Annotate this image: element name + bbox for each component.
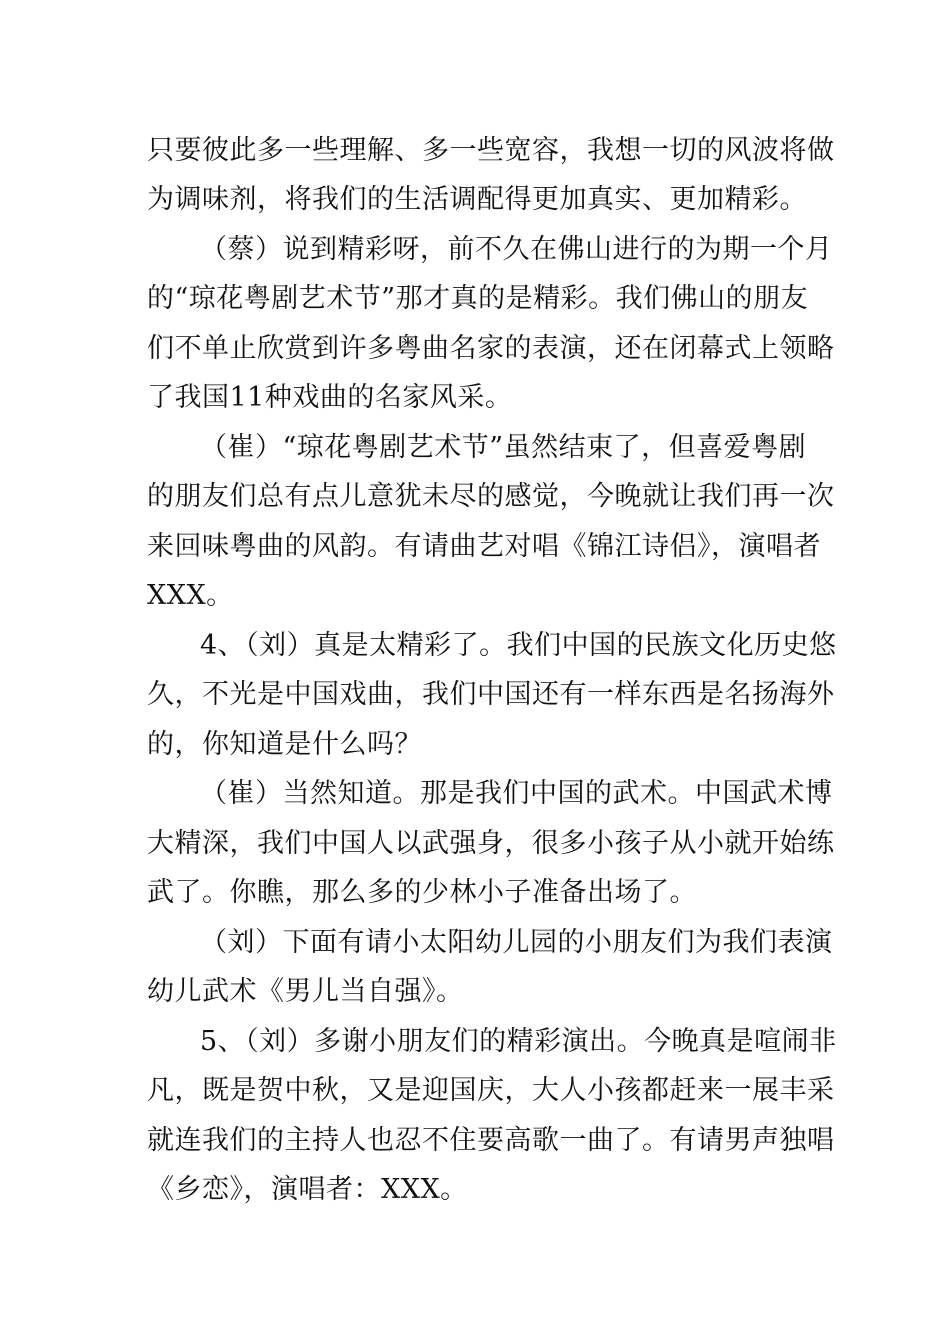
text-line: 大精深，我们中国人以武强身，很多小孩子从小就开始练 [147,828,835,859]
text-line: 的，你知道是什么吗？ [147,729,422,760]
text-line: 《乡恋》，演唱者：XXX。 [147,1174,468,1205]
text-line: 4、（刘）真是太精彩了。我们中国的民族文化历史悠 [200,630,837,661]
text-line: 们不单止欣赏到许多粤曲名家的表演，还在闭幕式上领略 [147,333,835,364]
text-line: XXX。 [147,580,234,611]
text-line: （崔）“琼花粤剧艺术节”虽然结束了，但喜爱粤剧 [200,432,807,463]
text-line: 的“琼花粤剧艺术节”那才真的是精彩。我们佛山的朋友 [147,283,809,314]
text-line: 武了。你瞧，那么多的少林小子准备出场了。 [147,877,697,908]
text-line: （刘）下面有请小太阳幼儿园的小朋友们为我们表演 [200,927,833,958]
text-line: 只要彼此多一些理解、多一些宽容，我想一切的风波将做 [147,135,835,166]
text-line: 5、（刘）多谢小朋友们的精彩演出。今晚真是喧闹非 [200,1026,837,1057]
text-line: 的朋友们总有点儿意犹未尽的感觉，今晚就让我们再一次 [147,481,835,512]
text-line: 凡，既是贺中秋，又是迎国庆，大人小孩都赶来一展丰采 [147,1075,835,1106]
text-line: 就连我们的主持人也忍不住要高歌一曲了。有请男声独唱 [147,1125,835,1156]
text-line: （蔡）说到精彩呀，前不久在佛山进行的为期一个月 [200,234,833,265]
text-line: 来回味粤曲的风韵。有请曲艺对唱《锦江诗侣》，演唱者 [147,531,821,562]
text-line: 了我国11种戏曲的名家风采。 [147,382,513,413]
text-line: 幼儿武术《男儿当自强》。 [147,976,464,1007]
text-line: 久，不光是中国戏曲，我们中国还有一样东西是名扬海外 [147,679,835,710]
text-line: 为调味剂，将我们的生活调配得更加真实、更加精彩。 [147,184,807,215]
text-line: （崔）当然知道。那是我们中国的武术。中国武术博 [200,778,833,809]
